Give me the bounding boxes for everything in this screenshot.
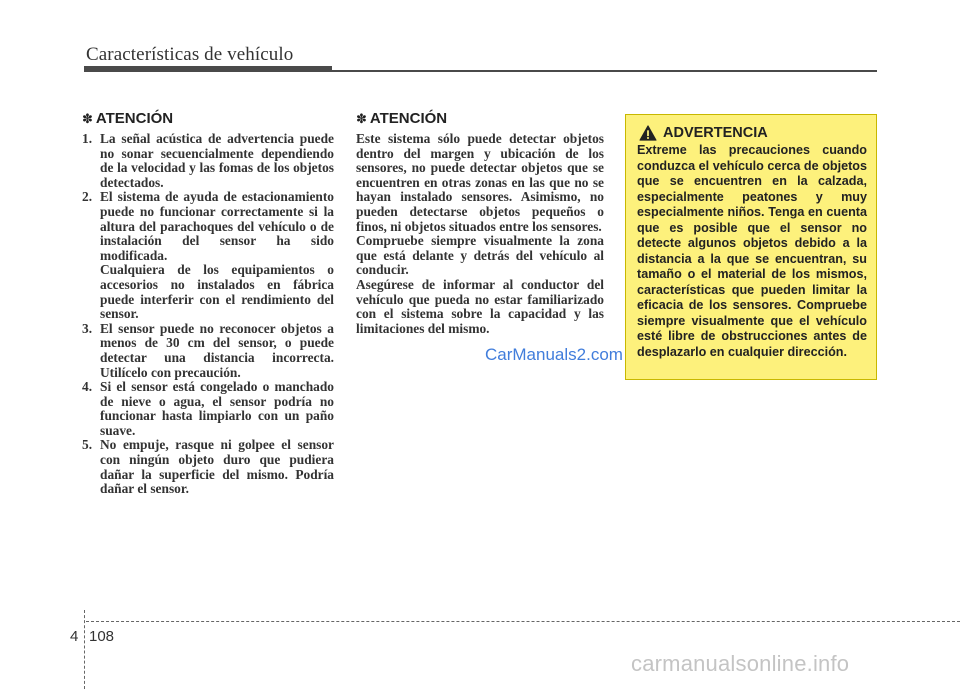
attention-paragraph: Este sistema sólo puede detectar objetos dentro del margen y ubicación de los sensores, no puede detectar objetos que se encuentren en otras zonas en las que no se hayan instalado sensores. Asimismo, no pueden detectarse objetos pequeños o finos, ni objetos situados entre los sensores. (356, 131, 604, 234)
list-item (82, 190, 334, 321)
list-item-text: El sensor puede no reconocer objetos a menos de 30 cm del sensor, o puede detectar una distancia incorrecta. Utilícelo con precaución. (100, 320, 334, 380)
list-item-number: 3. (82, 320, 93, 336)
warning-box (625, 114, 877, 380)
list-item-text: No empuje, rasque ni golpee el sensor con ningún objeto duro que pudiera dañar la superficie del mismo. Podría dañar el sensor. (100, 437, 334, 497)
page-chapter: 4 (70, 628, 79, 645)
attention-list (82, 132, 334, 497)
warning-triangle-icon (639, 125, 657, 141)
list-item-text: La señal acústica de advertencia puede no sonar secuencialmente dependiendo de la velocidad y las fomas de los objetos detectados. (100, 131, 334, 190)
list-item-text: Cualquiera de los equipamientos o accesorios no instalados en fábrica puede interferir con el rendimiento del sensor. (100, 262, 334, 322)
list-item-number: 1. (82, 131, 93, 146)
header-title: Características de vehículo (86, 44, 294, 65)
watermark: CarManuals2.com (485, 345, 623, 364)
star-icon: ✽ (82, 112, 93, 127)
list-item-text: El sistema de ayuda de estacionamiento puede no funcionar correctamente si la altura del parachoques del vehículo o de instalación del sensor ha sido modificada. (100, 189, 334, 263)
header-rule-thick (84, 66, 332, 72)
list-item-number: 4. (82, 379, 93, 395)
attention-heading-left (82, 110, 334, 129)
star-icon: ✽ (356, 112, 367, 127)
list-item (82, 380, 334, 438)
warning-header (637, 125, 867, 141)
list-item (82, 438, 334, 496)
warning-text: Extreme las precauciones cuando conduzca el vehículo cerca de objetos que se encuentren en la calzada, especialmente peatones y muy especialmente niños. Tenga en cuenta que es posible que el sensor no detecte algunos objetos debido a la distancia a la que se encuentran, su tamaño o el material de los mismos, características que pueden limitar la eficacia de los sensores. Compruebe siempre visualmente que el vehículo esté libre de obstrucciones antes de desplazarlo en cualquier dirección. (637, 143, 867, 359)
list-item-number: 5. (82, 437, 93, 453)
attention-paragraph: Asegúrese de informar al conductor del vehículo que pueda no estar familiarizado con el sistema sobre la capacidad y las limitaciones del mismo. (356, 276, 604, 336)
attention-heading-middle (356, 110, 604, 129)
attention-heading-text: ATENCIÓN (95, 110, 174, 127)
attention-heading-text: ATENCIÓN (369, 110, 448, 127)
middle-column (356, 110, 604, 336)
list-item-number: 2. (82, 189, 93, 205)
warning-title: ADVERTENCIA (663, 125, 768, 141)
footer-horizontal-rule (86, 621, 960, 622)
footer-vertical-rule (84, 610, 85, 689)
list-item-text: Si el sensor está congelado o manchado de nieve o agua, el sensor podría no funcionar hasta limpiarlo con un paño suave. (100, 379, 334, 438)
footer-watermark: carmanualsonline.info (631, 651, 850, 676)
header-rule-thin (332, 70, 877, 72)
left-column (82, 110, 334, 497)
attention-paragraph: Compruebe siempre visualmente la zona que está delante y detrás del vehículo al conducir. (356, 233, 604, 278)
list-item (82, 322, 334, 380)
list-item (82, 132, 334, 190)
page-number: 108 (89, 628, 115, 645)
